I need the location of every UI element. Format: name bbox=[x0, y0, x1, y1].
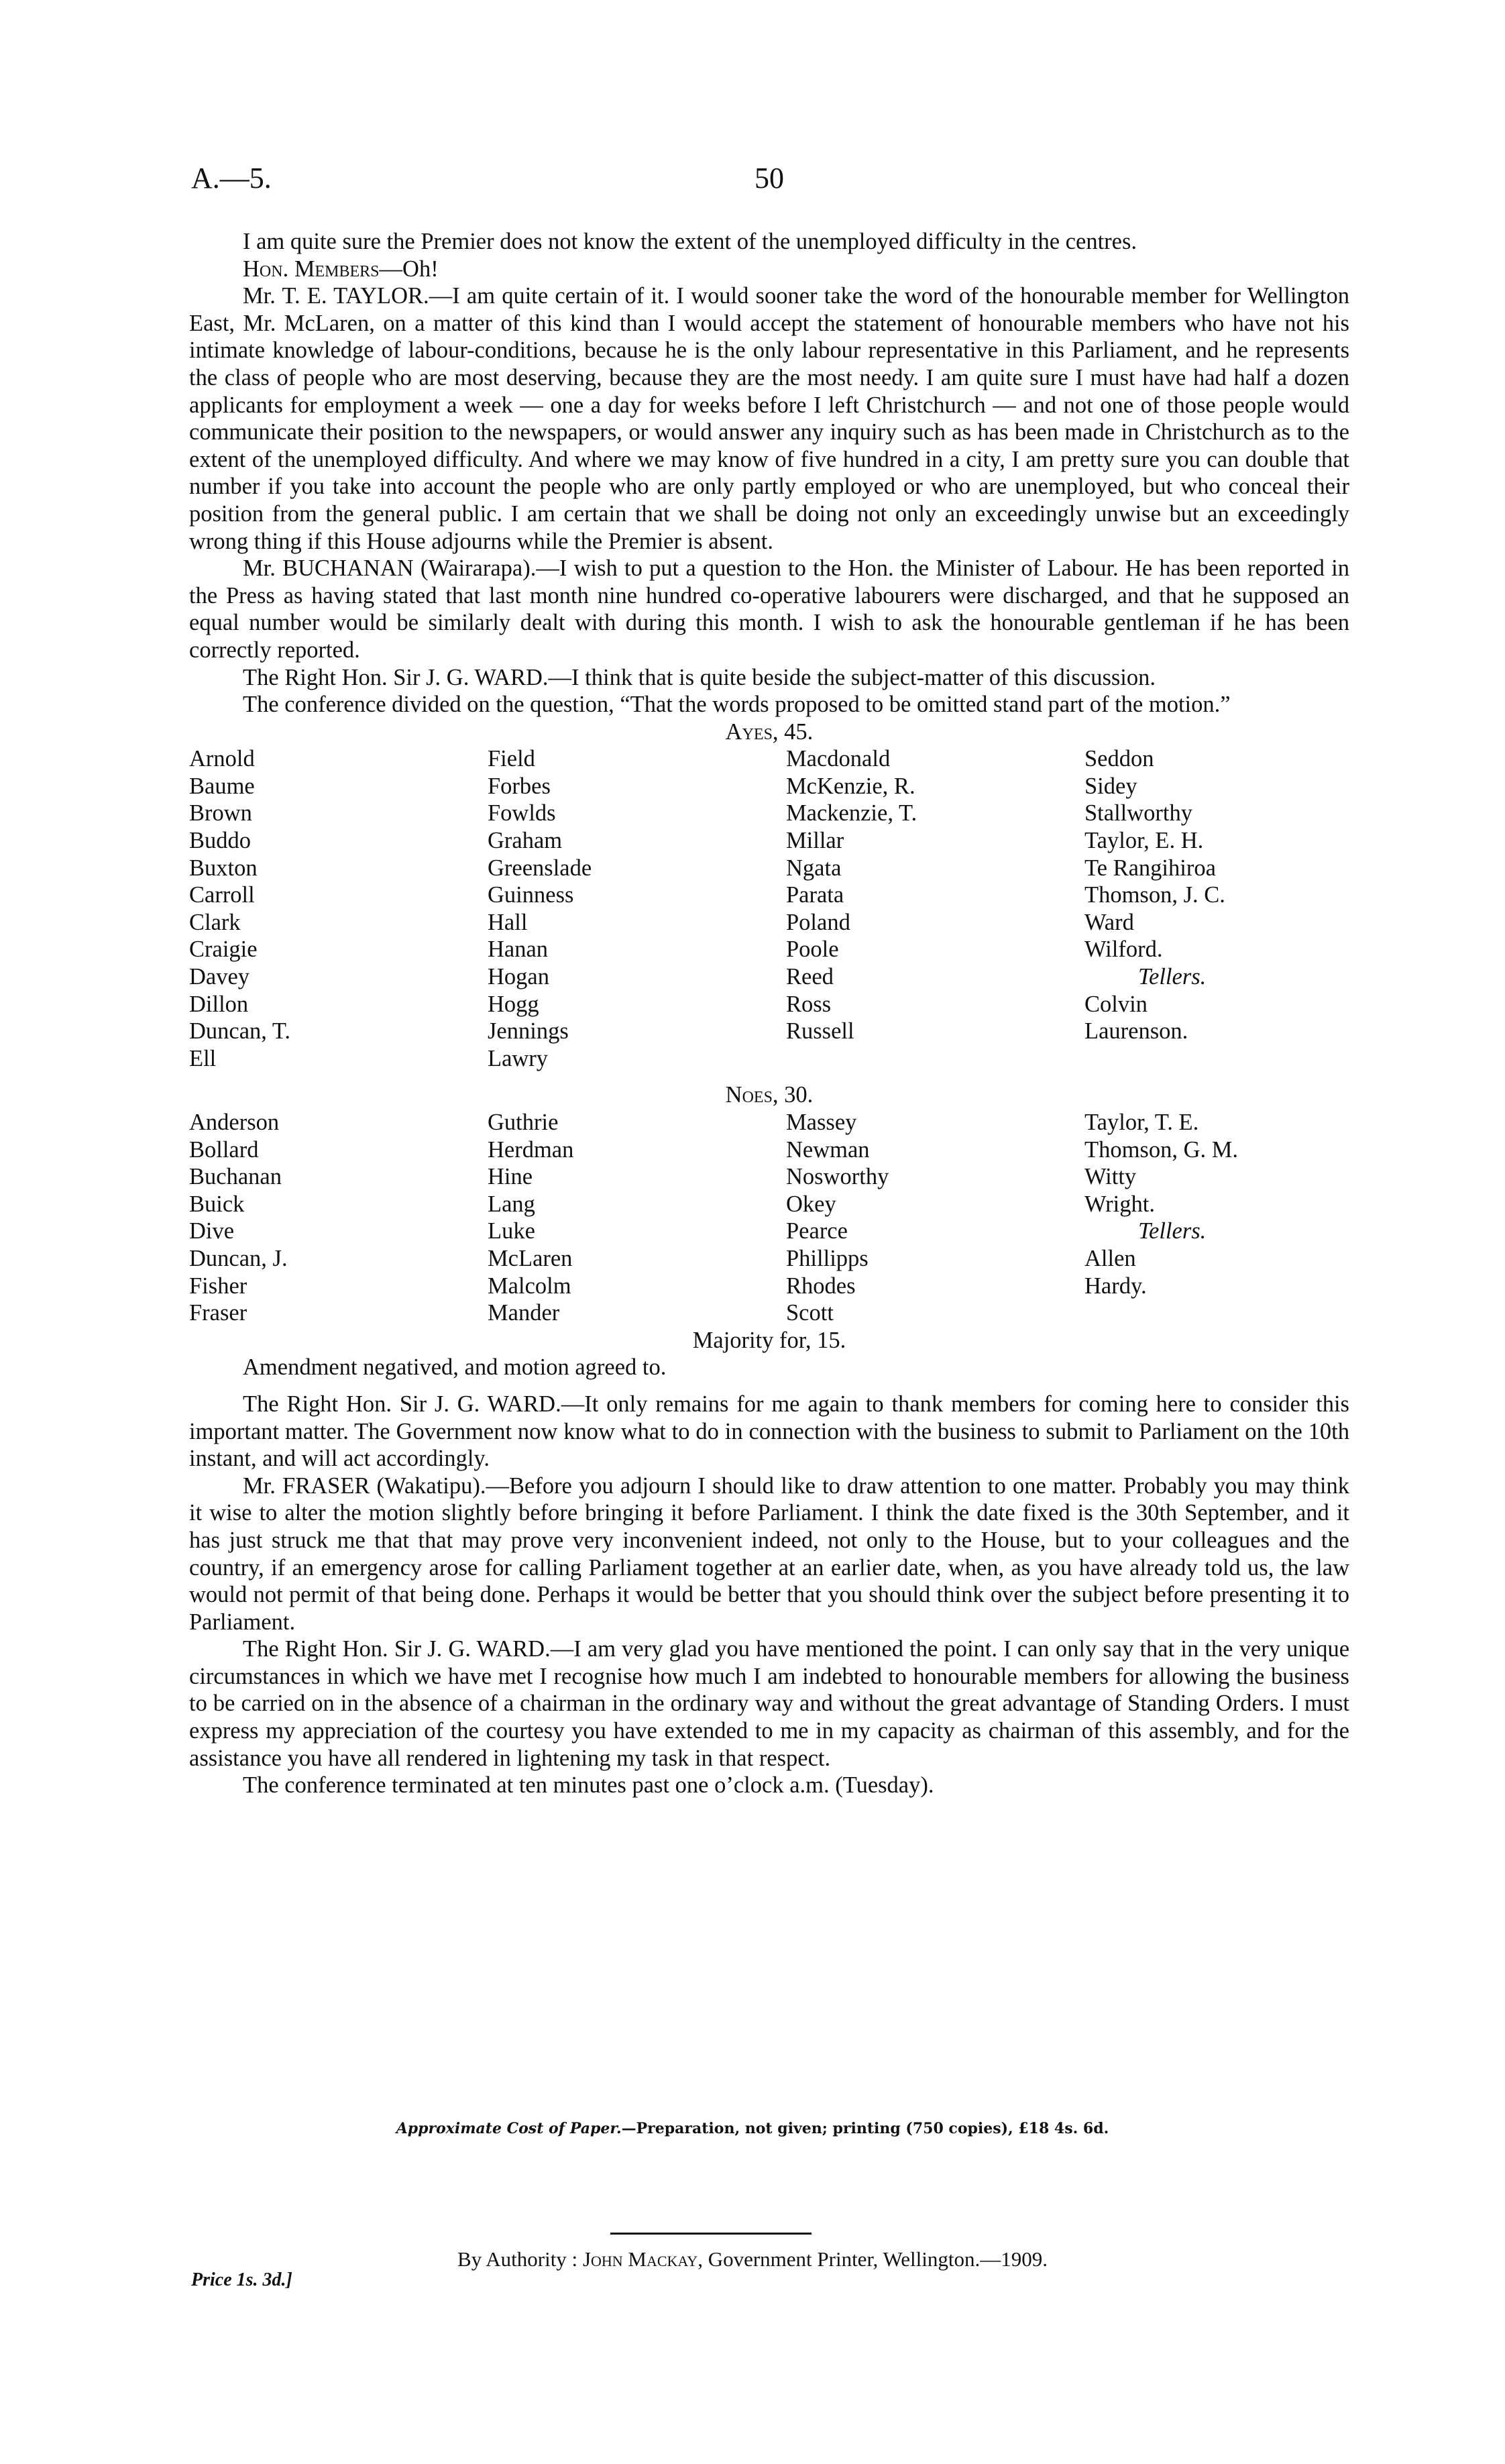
member-name: Macdonald bbox=[786, 746, 891, 772]
noes-column bbox=[189, 1109, 488, 1327]
member-name: Russell bbox=[786, 1018, 854, 1044]
member-name: Poole bbox=[786, 936, 839, 963]
member-name: Stallworthy bbox=[1084, 800, 1192, 826]
member-name: Malcolm bbox=[488, 1273, 571, 1299]
paragraph: Mr. T. E. TAYLOR.—I am quite certain of it. I would sooner take the word of the honourable member for Wellington East, Mr. McLaren, on a matter of this kind than I would accept the statement of honourable members who have not his intimate knowledge of labour-conditions, because he is the only labour representative in this Parliament, and he represents the class of people who are most deserving, because they are the most needy. I am quite sure I must have had half a dozen applicants for employment a week — one a day for weeks before I left Christchurch — and not one of those people would communicate their position to the newspapers, or would answer any inquiry such as has been made in Christchurch as to the extent of the unemployed difficulty. And where we may know of five hundred in a city, I am pretty sure you can double that number if you take into account the people who are only partly employed or who are unemployed, but who conceal their position from the general public. I am certain that we shall be doing not only an exceedingly unwise but an exceedingly wrong thing if this House adjourns while the Premier is absent. bbox=[189, 283, 1349, 554]
noes-column bbox=[1084, 1109, 1349, 1327]
speaker: Mr. T. E. TAYLOR. bbox=[243, 283, 429, 309]
member-name: Greenslade bbox=[488, 855, 592, 881]
member-name: Buddo bbox=[189, 828, 252, 854]
member-name: Allen bbox=[1084, 1245, 1136, 1271]
member-name: McLaren bbox=[488, 1245, 573, 1271]
member-name: Parata bbox=[786, 882, 844, 908]
member-name: Arnold bbox=[189, 746, 255, 772]
ayes-heading: Ayes, 45. bbox=[725, 718, 814, 745]
speaker: Mr. BUCHANAN (Wairarapa). bbox=[243, 555, 537, 582]
printer-authority: By Authority : John Mackay, Government Printer, Wellington.—1909. bbox=[457, 2247, 1048, 2271]
member-name: McKenzie, R. bbox=[786, 773, 915, 799]
majority-result: Majority for, 15. bbox=[692, 1327, 846, 1353]
member-name: Baume bbox=[189, 773, 255, 799]
member-name: Graham bbox=[488, 828, 563, 854]
paragraph: I am quite sure the Premier does not know the extent of the unemployed difficulty in the centres. bbox=[243, 229, 1137, 254]
price-note: Price 1s. 3d.] bbox=[191, 2269, 292, 2290]
member-name: Buchanan bbox=[189, 1164, 282, 1190]
paragraph: The Right Hon. Sir J. G. WARD.—I think that is quite beside the subject-matter of this discussion. bbox=[243, 664, 1156, 690]
member-name: Luke bbox=[488, 1218, 535, 1244]
member-name: Mackenzie, T. bbox=[786, 800, 917, 826]
tellers-label: Tellers. bbox=[1138, 964, 1207, 990]
tellers-label: Tellers. bbox=[1138, 1218, 1207, 1244]
member-name: Thomson, J. C. bbox=[1084, 882, 1225, 908]
member-name: Nosworthy bbox=[786, 1164, 889, 1190]
member-name: Anderson bbox=[189, 1110, 280, 1135]
member-name: Millar bbox=[786, 828, 844, 854]
member-name: Guinness bbox=[488, 882, 574, 908]
member-name: Rhodes bbox=[786, 1273, 856, 1299]
paragraph: The Right Hon. Sir J. G. WARD.—I am very glad you have mentioned the point. I can only say that in the very unique circumstances in which we have met I recognise how much I am indebted to honourable members for allowing the business to be carried on in the absence of a chairman in the ordinary way and without the great advantage of Standing Orders. I must express my appreciation of the courtesy you have extended to me in my capacity as chairman of this assembly, and for the assistance you have all rendered in lightening my task in that respect. bbox=[189, 1636, 1350, 1771]
page-header bbox=[191, 161, 1314, 208]
paragraph: The conference divided on the question, “That the words proposed to be omitted stand part of the motion.” bbox=[243, 692, 1231, 718]
member-name: Lang bbox=[488, 1191, 535, 1217]
member-name: Thomson, G. M. bbox=[1084, 1136, 1239, 1163]
member-name: Buxton bbox=[189, 855, 258, 881]
member-name: Hall bbox=[488, 909, 528, 935]
member-name: Pearce bbox=[786, 1218, 848, 1244]
member-name: Ross bbox=[786, 991, 832, 1017]
member-name: Te Rangihiroa bbox=[1084, 855, 1216, 881]
member-name: Hine bbox=[488, 1164, 533, 1190]
speaker: The Right Hon. Sir J. G. WARD. bbox=[243, 664, 549, 690]
member-name: Sidey bbox=[1084, 773, 1137, 799]
member-name: Poland bbox=[786, 909, 850, 935]
member-name: Dillon bbox=[189, 991, 249, 1017]
member-name: Witty bbox=[1084, 1164, 1137, 1190]
member-name: Carroll bbox=[189, 882, 255, 908]
member-name: Colvin bbox=[1084, 991, 1148, 1017]
member-name: Mander bbox=[488, 1300, 560, 1326]
paragraph: The Right Hon. Sir J. G. WARD.—It only remains for me again to thank members for coming here to consider this important matter. The Government now know what to do in connection with the business to submit to Parliament on the 10th instant, and will act accordingly. bbox=[189, 1391, 1349, 1472]
hansard-body bbox=[189, 228, 1349, 1799]
member-name: Jennings bbox=[488, 1018, 569, 1044]
paragraph: Mr. BUCHANAN (Wairarapa).—I wish to put a question to the Hon. the Minister of Labour. He has been reported in the Press as having stated that last month nine hundred co-operative labourers were discharged, and that he supposed an equal number would be similarly dealt with during this month. I wish to ask the honourable gentleman if he has been correctly reported. bbox=[189, 555, 1349, 663]
ayes-column bbox=[786, 745, 1084, 1072]
paragraph: Mr. FRASER (Wakatipu).—Before you adjourn I should like to draw attention to one matter. Probably you may think it wise to alter the motion slightly before bringing it before Parliament. I think the date fixed is the 30th September, and it has just struck me that that may prove very inconvenient indeed, not only to the House, but to your colleagues and the country, if an emergency arose for calling Parliament together at an earlier date, when, as you have already told us, the law would not permit of that being done. Perhaps it would be better that you should think over the subject before presenting it to Parliament. bbox=[189, 1472, 1349, 1635]
ayes-column bbox=[189, 745, 488, 1072]
member-name: Hardy. bbox=[1084, 1273, 1147, 1299]
member-name: Field bbox=[488, 746, 535, 772]
member-name: Fisher bbox=[189, 1273, 247, 1299]
member-name: Dive bbox=[189, 1218, 235, 1244]
member-name: Lawry bbox=[488, 1045, 549, 1071]
speaker: Hon. Members bbox=[243, 256, 380, 282]
paragraph: Amendment negatived, and motion agreed to. bbox=[243, 1354, 667, 1381]
member-name: Taylor, E. H. bbox=[1084, 828, 1204, 854]
speaker: Mr. FRASER (Wakatipu). bbox=[243, 1472, 486, 1499]
page-number: 50 bbox=[755, 162, 784, 195]
noes-column bbox=[786, 1109, 1084, 1327]
member-name: Brown bbox=[189, 800, 252, 826]
member-name: Guthrie bbox=[488, 1110, 559, 1135]
member-name: Hanan bbox=[488, 936, 549, 963]
member-name: Phillipps bbox=[786, 1245, 869, 1271]
member-name: Fraser bbox=[189, 1300, 247, 1326]
printer-name: John Mackay bbox=[582, 2247, 698, 2271]
paragraph: Hon. Members—Oh! bbox=[243, 256, 439, 282]
member-name: Laurenson. bbox=[1084, 1018, 1188, 1044]
member-name: Ell bbox=[189, 1045, 217, 1071]
ayes-table bbox=[189, 745, 1349, 1072]
ayes-column bbox=[488, 745, 786, 1072]
paragraph: The conference terminated at ten minutes past one o’clock a.m. (Tuesday). bbox=[243, 1772, 934, 1799]
divider bbox=[610, 2233, 812, 2235]
noes-heading: Noes, 30. bbox=[725, 1082, 814, 1108]
member-name: Seddon bbox=[1084, 746, 1154, 772]
member-name: Newman bbox=[786, 1136, 870, 1163]
noes-table bbox=[189, 1109, 1349, 1327]
member-name: Wilford. bbox=[1084, 936, 1163, 963]
member-name: Reed bbox=[786, 964, 834, 990]
cost-note: Approximate Cost of Paper.—Preparation, not given; printing (750 copies), £18 4s. 6d. bbox=[396, 2120, 1109, 2137]
member-name: Hogg bbox=[488, 991, 539, 1017]
member-name: Fowlds bbox=[488, 800, 556, 826]
speaker: The Right Hon. Sir J. G. WARD. bbox=[243, 1636, 551, 1662]
member-name: Ngata bbox=[786, 855, 842, 881]
paper-reference: A.—5. bbox=[191, 162, 272, 195]
member-name: Craigie bbox=[189, 936, 258, 963]
member-name: Herdman bbox=[488, 1136, 574, 1163]
noes-column bbox=[488, 1109, 786, 1327]
cost-label: Approximate Cost of Paper. bbox=[396, 2120, 622, 2137]
member-name: Ward bbox=[1084, 909, 1134, 935]
member-name: Hogan bbox=[488, 964, 549, 990]
member-name: Duncan, J. bbox=[189, 1245, 288, 1271]
member-name: Wright. bbox=[1084, 1191, 1155, 1217]
speaker: The Right Hon. Sir J. G. WARD. bbox=[243, 1391, 561, 1417]
member-name: Okey bbox=[786, 1191, 836, 1217]
member-name: Bollard bbox=[189, 1136, 259, 1163]
member-name: Massey bbox=[786, 1110, 857, 1135]
member-name: Davey bbox=[189, 964, 250, 990]
member-name: Forbes bbox=[488, 773, 551, 799]
ayes-column bbox=[1084, 745, 1349, 1072]
member-name: Clark bbox=[189, 909, 241, 935]
member-name: Buick bbox=[189, 1191, 245, 1217]
member-name: Scott bbox=[786, 1300, 834, 1326]
member-name: Taylor, T. E. bbox=[1084, 1110, 1199, 1135]
member-name: Duncan, T. bbox=[189, 1018, 291, 1044]
